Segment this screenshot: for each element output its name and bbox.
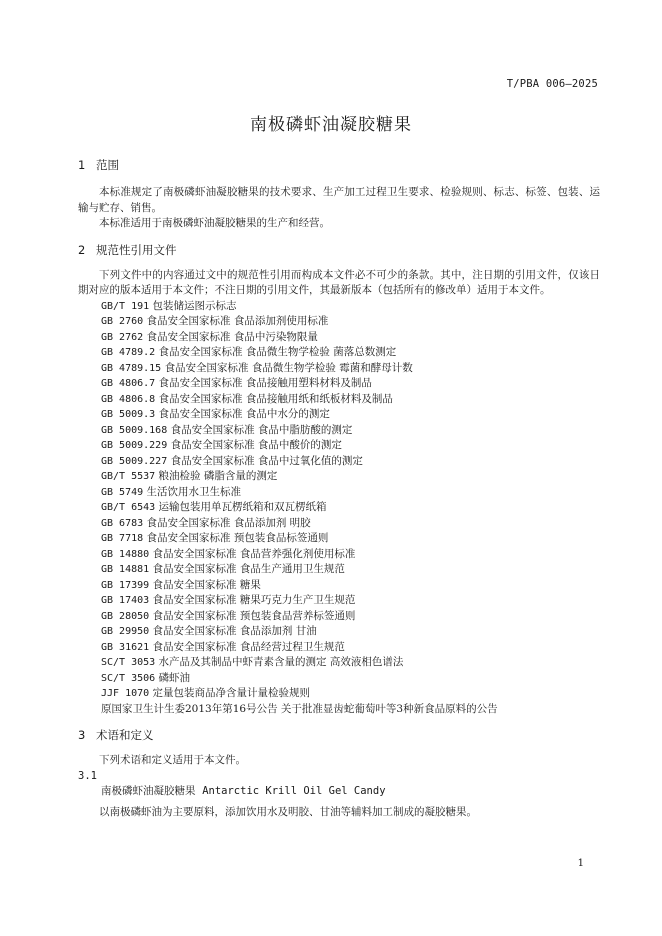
term-name-zh: 南极磷虾油凝胶糖果 [101, 785, 196, 797]
reference-code: GB/T 191 [101, 300, 150, 312]
reference-title: 原国家卫生计生委2013年第16号公告 关于批准显齿蛇葡萄叶等3种新食品原料的公告 [101, 702, 498, 715]
reference-title: 食品安全国家标准 食品中脂肪酸的测定 [170, 423, 353, 436]
reference-item [78, 438, 600, 454]
reference-item [78, 485, 600, 501]
paragraph: 下列术语和定义适用于本文件。 [99, 754, 246, 766]
reference-item [78, 516, 600, 532]
reference-title: 定量包装商品净含量计量检验规则 [152, 687, 311, 699]
reference-item [78, 547, 600, 563]
reference-title: 食品安全国家标准 食品生产通用卫生规范 [152, 563, 345, 575]
reference-title: 食品安全国家标准 食品接触用塑料材料及制品 [158, 377, 372, 389]
reference-item [78, 500, 600, 516]
term-name [78, 784, 600, 800]
reference-item [78, 314, 600, 330]
reference-code: JJF 1070 [101, 688, 150, 699]
section-title: 规范性引用文件 [96, 242, 177, 257]
reference-code: GB 6783 [101, 517, 144, 529]
document-title: 南极磷虾油凝胶糖果 [250, 115, 412, 135]
reference-item [78, 376, 600, 392]
reference-item [78, 469, 600, 485]
reference-title: 食品安全国家标准 糖果 [152, 578, 261, 591]
reference-code: SC/T 3506 [101, 672, 156, 684]
reference-item [78, 562, 600, 578]
reference-item [78, 686, 600, 702]
reference-code: GB 5749 [101, 486, 144, 498]
paragraph: 本标准适用于南极磷虾油凝胶糖果的生产和经营。 [99, 217, 330, 229]
reference-code: GB 28050 [101, 610, 150, 622]
reference-title: 食品安全国家标准 预包装食品标签通则 [146, 532, 329, 544]
section-heading-terms [78, 727, 600, 743]
reference-item [78, 454, 600, 470]
reference-title: 食品安全国家标准 食品经营过程卫生规范 [152, 640, 345, 653]
reference-code: GB 29950 [101, 626, 150, 637]
paragraph: 下列文件中的内容通过文中的规范性引用而构成本文件必不可少的条款。其中，注日期的引用文件，仅该日期对应的版本适用于本文件；不注日期的引用文件，其最新版本（包括所有的修改单）适用于本文件。 [78, 268, 600, 296]
reference-title: 食品安全国家标准 预包装食品营养标签通则 [152, 609, 356, 622]
reference-item [78, 407, 600, 423]
reference-code: GB 31621 [101, 641, 150, 653]
reference-title: 食品安全国家标准 食品中过氧化值的测定 [170, 454, 363, 467]
reference-title: 食品安全国家标准 食品接触用纸和纸板材料及制品 [158, 392, 393, 405]
reference-code: GB 14881 [101, 564, 150, 575]
reference-title: 包装储运图示标志 [152, 299, 237, 312]
reference-item [78, 640, 600, 656]
reference-title: 食品安全国家标准 食品营养强化剂使用标准 [152, 547, 356, 560]
reference-item [78, 531, 600, 547]
paragraph: 本标准规定了南极磷虾油凝胶糖果的技术要求、生产加工过程卫生要求、检验规则、标志、标签、包装、运输与贮存、销售。 [78, 186, 600, 214]
reference-item [78, 423, 600, 439]
reference-title: 水产品及其制品中虾青素含量的测定 高效液相色谱法 [158, 656, 404, 668]
reference-item [78, 624, 600, 640]
reference-title: 食品安全国家标准 食品添加剂 甘油 [152, 625, 317, 637]
reference-item [78, 671, 600, 687]
reference-code: GB 7718 [101, 533, 144, 544]
reference-title: 生活饮用水卫生标准 [146, 485, 241, 498]
term-definition: 以南极磷虾油为主要原料，添加饮用水及明胶、甘油等辅料加工制成的凝胶糖果。 [99, 805, 477, 818]
reference-code: GB 5009.227 [101, 455, 168, 467]
reference-title: 食品安全国家标准 食品中酸价的测定 [170, 439, 342, 451]
reference-item [78, 593, 600, 609]
reference-code: GB 2760 [101, 316, 144, 327]
reference-list [78, 299, 600, 718]
reference-title: 粮油检验 磷脂含量的测定 [158, 470, 278, 482]
reference-title: 食品安全国家标准 食品中污染物限量 [146, 330, 318, 343]
reference-code: GB 17403 [101, 595, 150, 606]
section-number: 3 [78, 728, 86, 742]
section-number: 1 [78, 158, 86, 172]
reference-title: 食品安全国家标准 食品微生物学检验 霉菌和酵母计数 [164, 361, 413, 374]
document-code: T/PBA 006—2025 [506, 78, 598, 90]
reference-code: GB/T 5537 [101, 471, 156, 482]
reference-item [78, 330, 600, 346]
reference-item [78, 345, 600, 361]
reference-code: GB 5009.3 [101, 409, 156, 420]
section-title: 范围 [96, 158, 119, 172]
page-number: 1 [577, 858, 584, 869]
reference-code: GB 4806.8 [101, 393, 156, 405]
reference-title: 食品安全国家标准 食品中水分的测定 [158, 408, 330, 420]
document-body [78, 157, 600, 820]
reference-code: GB 4789.2 [101, 347, 156, 358]
reference-code: GB 5009.229 [101, 440, 168, 451]
reference-item [78, 299, 600, 315]
reference-title: 食品安全国家标准 食品添加剂使用标准 [146, 315, 329, 327]
reference-item [78, 361, 600, 377]
section-heading-normative [78, 242, 600, 258]
reference-title: 食品安全国家标准 食品微生物学检验 菌落总数测定 [158, 346, 397, 358]
reference-code: GB/T 6543 [101, 502, 156, 513]
reference-item [78, 655, 600, 671]
reference-code: GB 5009.168 [101, 424, 168, 436]
reference-item [78, 702, 600, 718]
term-name-en: Antarctic Krill Oil Gel Candy [202, 785, 386, 797]
reference-item [78, 392, 600, 408]
section-title: 术语和定义 [96, 728, 154, 742]
reference-title: 磷虾油 [158, 671, 191, 684]
reference-item [78, 578, 600, 594]
reference-code: GB 4806.7 [101, 378, 156, 389]
reference-code: SC/T 3053 [101, 657, 156, 668]
reference-title: 食品安全国家标准 食品添加剂 明胶 [146, 516, 311, 529]
reference-code: GB 2762 [101, 331, 144, 343]
reference-code: GB 14880 [101, 548, 150, 560]
reference-item [78, 609, 600, 625]
reference-title: 运输包装用单瓦楞纸箱和双瓦楞纸箱 [158, 501, 327, 513]
reference-title: 食品安全国家标准 糖果巧克力生产卫生规范 [152, 594, 356, 606]
term-number: 3.1 [78, 769, 97, 782]
reference-code: GB 4789.15 [101, 362, 162, 374]
section-number: 2 [78, 242, 86, 257]
reference-code: GB 17399 [101, 579, 150, 591]
section-heading-scope [78, 157, 600, 173]
